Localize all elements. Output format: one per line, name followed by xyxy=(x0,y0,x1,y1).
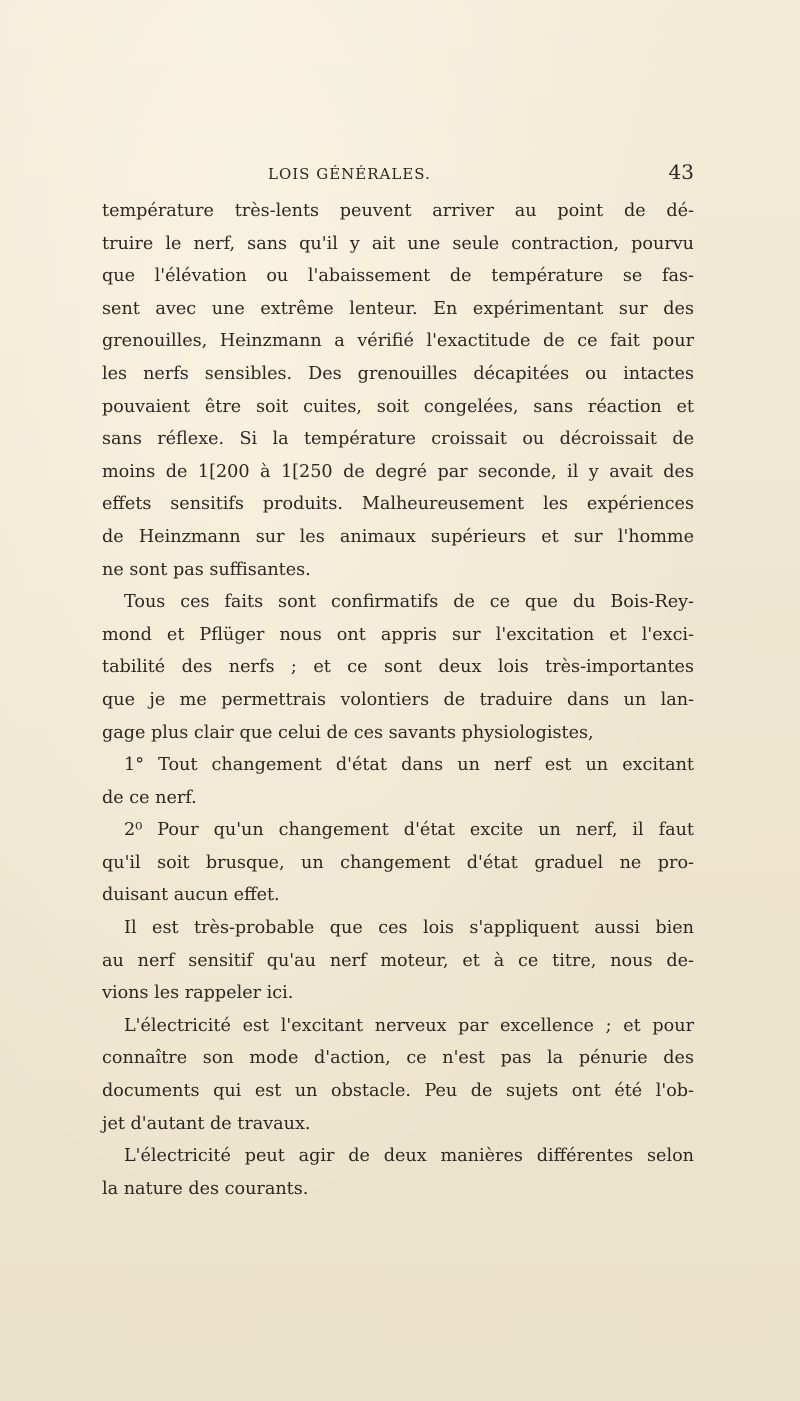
text-line: effets sensitifs produits. Malheureusement les expériences xyxy=(102,494,694,515)
text-line: jet d'autant de travaux. xyxy=(102,1113,311,1134)
text-line: que je me permettrais volontiers de traduire dans un lan- xyxy=(102,689,694,710)
text-line: connaître son mode d'action, ce n'est pas la pénurie des xyxy=(102,1048,694,1069)
text-line: 1° Tout changement d'état dans un nerf est un excitant xyxy=(124,755,694,776)
running-head xyxy=(102,160,694,188)
text-line: tabilité des nerfs ; et ce sont deux lois très-importantes xyxy=(102,657,694,678)
text-line: Tous ces faits sont confirmatifs de ce que du Bois-Rey- xyxy=(124,592,694,613)
text-line: moins de 1[200 à 1[250 de degré par seconde, il y avait des xyxy=(102,461,694,482)
text-line: de Heinzmann sur les animaux supérieurs et sur l'homme xyxy=(102,526,694,547)
text-line: duisant aucun effet. xyxy=(102,885,280,906)
running-title: LOIS GÉNÉRALES. xyxy=(268,165,431,183)
text-line: les nerfs sensibles. Des grenouilles décapitées ou intactes xyxy=(102,363,694,384)
text-line: truire le nerf, sans qu'il y ait une seule contraction, pourvu xyxy=(102,233,694,254)
text-line: au nerf sensitif qu'au nerf moteur, et à ce titre, nous de- xyxy=(102,950,694,971)
text-line: grenouilles, Heinzmann a vérifié l'exactitude de ce fait pour xyxy=(102,331,694,352)
text-line: sans réflexe. Si la température croissait ou décroissait de xyxy=(102,429,694,450)
text-line: gage plus clair que celui de ces savants physiologistes, xyxy=(102,722,594,743)
text-line: vions les rappeler ici. xyxy=(102,983,294,1004)
page-number: 43 xyxy=(668,160,694,184)
text-line: L'électricité peut agir de deux manières différentes selon xyxy=(124,1146,694,1167)
text-line: pouvaient être soit cuites, soit congelées, sans réaction et xyxy=(102,396,694,417)
text-line: documents qui est un obstacle. Peu de sujets ont été l'ob- xyxy=(102,1081,694,1102)
text-line: L'électricité est l'excitant nerveux par excellence ; et pour xyxy=(124,1015,694,1036)
text-line: ne sont pas suffisantes. xyxy=(102,559,311,580)
text-line: mond et Pflüger nous ont appris sur l'excitation et l'exci- xyxy=(102,624,694,645)
text-line: sent avec une extrême lenteur. En expérimentant sur des xyxy=(102,298,694,319)
text-line: 2⁰ Pour qu'un changement d'état excite un nerf, il faut xyxy=(124,820,694,841)
text-line: que l'élévation ou l'abaissement de température se fas- xyxy=(102,266,694,287)
body-text xyxy=(102,195,694,1205)
text-line: Il est très-probable que ces lois s'appliquent aussi bien xyxy=(124,918,694,939)
text-line: de ce nerf. xyxy=(102,787,197,808)
text-line: qu'il soit brusque, un changement d'état graduel ne pro- xyxy=(102,852,694,873)
text-line: la nature des courants. xyxy=(102,1178,309,1199)
text-line: température très-lents peuvent arriver au point de dé- xyxy=(102,201,694,221)
